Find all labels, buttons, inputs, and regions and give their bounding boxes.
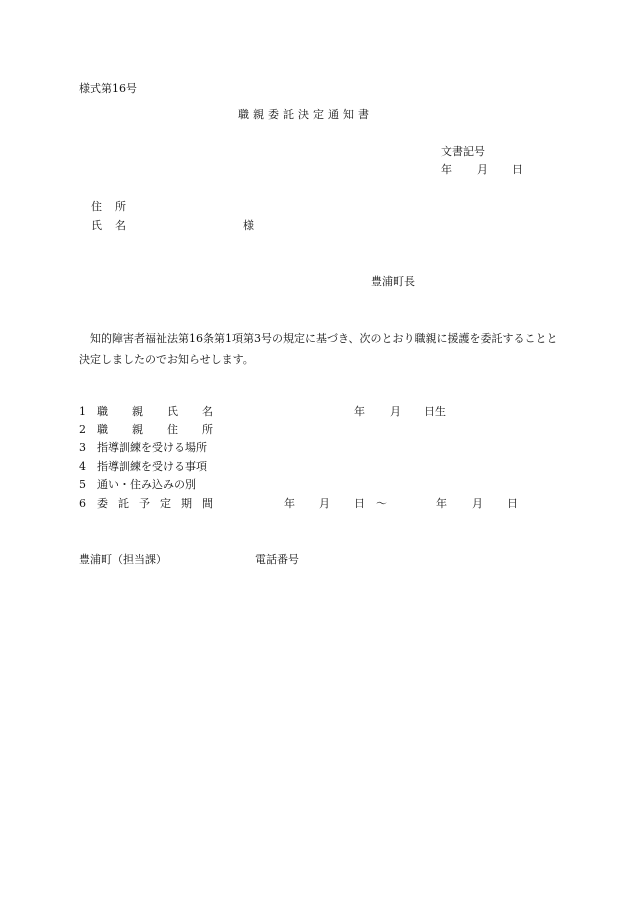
footer-phone-label: 電話番号 <box>255 553 299 566</box>
period-from-day: 日 <box>354 497 365 510</box>
item-number: 4 <box>79 460 86 473</box>
item-label: 指導訓練を受ける事項 <box>97 460 207 473</box>
honorific-sama: 様 <box>243 219 254 232</box>
period-to-year: 年 <box>436 497 447 510</box>
item-number: 2 <box>79 423 86 436</box>
address-label-char: 住 <box>91 200 102 213</box>
name-label-char: 氏 <box>91 219 102 232</box>
period-from-month: 月 <box>319 497 330 510</box>
item-number: 6 <box>79 497 86 510</box>
name-label-char: 名 <box>115 219 126 232</box>
list-item <box>79 441 499 455</box>
document-id-label: 文書記号 <box>441 145 485 158</box>
address-label-char: 所 <box>115 200 126 213</box>
form-number: 様式第16号 <box>79 82 137 95</box>
item-label: 職 親 氏 名 <box>97 405 213 418</box>
issue-date-year: 年 <box>441 163 452 176</box>
list-item <box>79 460 499 474</box>
issuer-name: 豊浦町長 <box>371 275 415 288</box>
item-number: 3 <box>79 441 86 454</box>
list-item <box>79 497 549 511</box>
period-to-day: 日 <box>507 497 518 510</box>
birth-month: 月 <box>390 405 401 418</box>
item-label: 職 親 住 所 <box>97 423 213 436</box>
item-label: 指導訓練を受ける場所 <box>97 441 207 454</box>
issue-date-month: 月 <box>477 163 488 176</box>
issue-date-day: 日 <box>512 163 523 176</box>
period-to-month: 月 <box>472 497 483 510</box>
body-paragraph: 知的障害者福祉法第16条第1項第3号の規定に基づき、次のとおり職親に援護を委託することと決定しましたのでお知らせします。 <box>79 332 558 366</box>
item-number: 1 <box>79 405 86 418</box>
footer-department: 豊浦町（担当課） <box>79 553 167 566</box>
list-item <box>79 478 499 492</box>
birth-day: 日生 <box>424 405 446 418</box>
birth-year: 年 <box>354 405 365 418</box>
item-label: 通い・住み込みの別 <box>97 478 196 491</box>
item-label: 委 託 予 定 期 間 <box>97 497 213 510</box>
list-item <box>79 423 499 437</box>
period-tilde: ～ <box>376 497 387 510</box>
item-number: 5 <box>79 478 86 491</box>
document-title: 職親委託決定通知書 <box>238 108 373 121</box>
period-from-year: 年 <box>284 497 295 510</box>
list-item <box>79 405 499 419</box>
